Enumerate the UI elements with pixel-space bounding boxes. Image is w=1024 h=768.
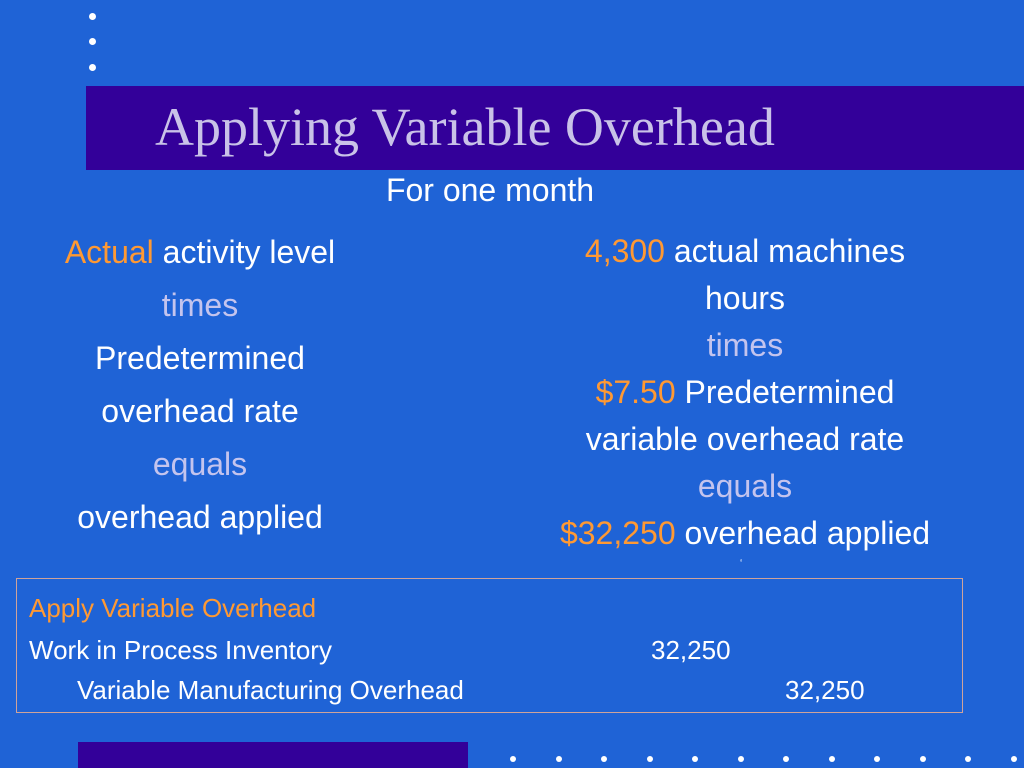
applied-line (500, 510, 990, 557)
dot (89, 64, 96, 71)
overhead-rate-text: overhead rate (101, 393, 299, 429)
bottom-band (78, 742, 468, 768)
equals-connector: equals (697, 468, 793, 504)
activity-level-text: activity level (153, 234, 336, 270)
rate-value: $7.50 (595, 374, 676, 410)
dot (647, 756, 653, 762)
times-connector: times (706, 327, 784, 363)
rate-line (500, 369, 990, 416)
dot (89, 13, 96, 20)
stray-mark: ‘ (740, 558, 743, 569)
dot (965, 756, 971, 762)
overhead-applied-text: overhead applied (77, 499, 323, 535)
formula-line-activity (20, 226, 380, 279)
dot (783, 756, 789, 762)
debit-amount: 32,250 (651, 635, 731, 665)
journal-entry-box (16, 578, 963, 713)
calculation-column (500, 228, 990, 557)
formula-column (20, 226, 380, 544)
hours-line (500, 228, 990, 275)
dot (874, 756, 880, 762)
rate-text: Predetermined (675, 374, 895, 410)
hours-word: hours (704, 280, 786, 316)
slide-subtitle: For one month (385, 172, 595, 208)
debit-account: Work in Process Inventory (29, 635, 332, 665)
dot (556, 756, 562, 762)
rate-line-2: variable overhead rate (585, 421, 905, 457)
dot (601, 756, 607, 762)
actual-highlight: Actual (64, 234, 154, 270)
dot (738, 756, 744, 762)
dot (920, 756, 926, 762)
journal-heading: Apply Variable Overhead (29, 593, 317, 623)
dot (89, 38, 96, 45)
predetermined-text: Predetermined (95, 340, 305, 376)
slide-title: Applying Variable Overhead (155, 97, 775, 157)
equals-connector: equals (152, 446, 248, 482)
dot (692, 756, 698, 762)
dot (829, 756, 835, 762)
applied-value: $32,250 (559, 515, 676, 551)
applied-text: overhead applied (675, 515, 931, 551)
hours-text: actual machines (664, 233, 906, 269)
dot (510, 756, 516, 762)
hours-value: 4,300 (584, 233, 665, 269)
dot (1011, 756, 1017, 762)
credit-amount: 32,250 (785, 675, 865, 705)
times-connector: times (161, 287, 239, 323)
credit-account: Variable Manufacturing Overhead (77, 675, 464, 705)
